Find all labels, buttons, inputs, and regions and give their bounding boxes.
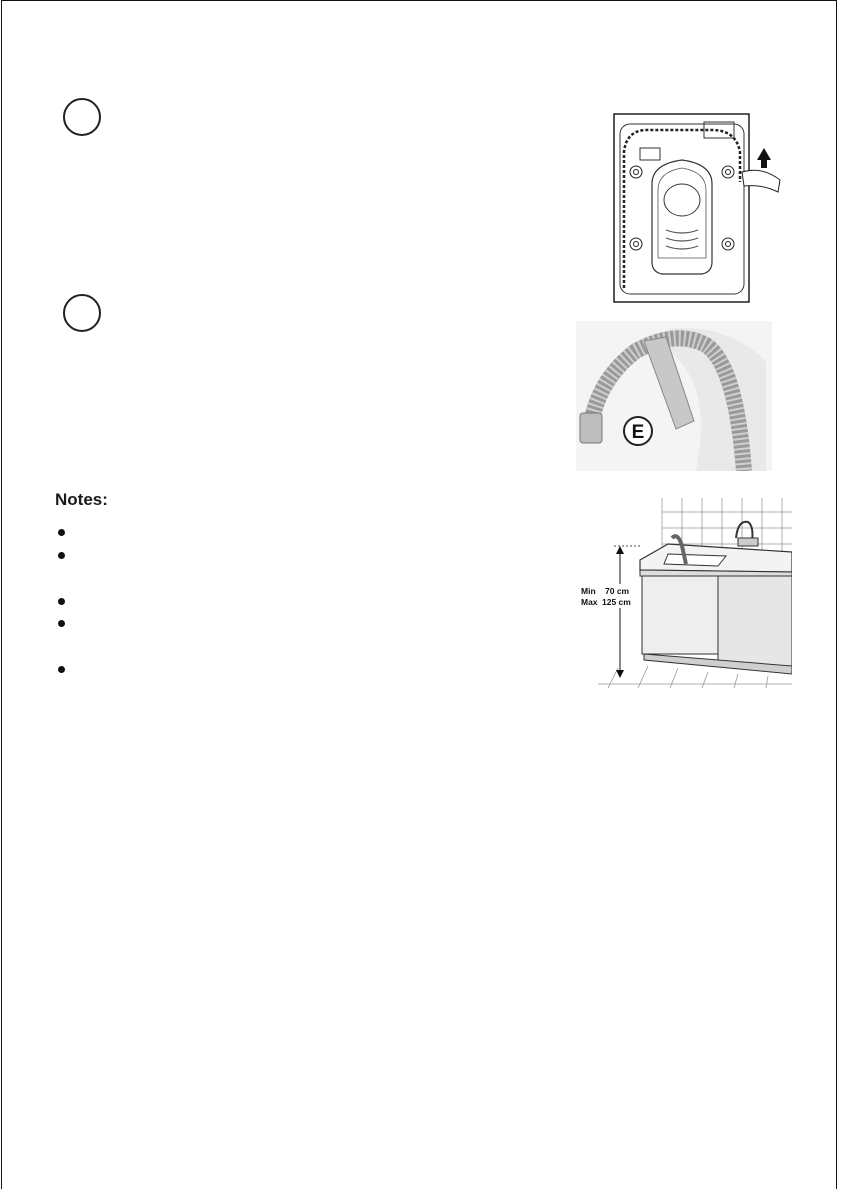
sink-height-figure [578,498,792,688]
notes-title: Notes: [55,490,108,509]
min-label: Min [581,586,596,596]
note-bullet-2 [58,552,65,559]
machine-rear-figure [612,112,784,304]
hose-tag-e: E [631,422,645,443]
step-2-marker [63,294,101,332]
max-value: 125 cm [602,597,631,607]
step-1-marker [63,98,101,136]
drain-hose-figure [576,321,772,471]
note-bullet-4 [58,620,65,627]
note-bullet-1 [58,529,65,536]
note-bullet-5 [58,666,65,673]
note-bullet-3 [58,598,65,605]
max-label: Max [581,597,598,607]
min-value: 70 cm [605,586,630,596]
